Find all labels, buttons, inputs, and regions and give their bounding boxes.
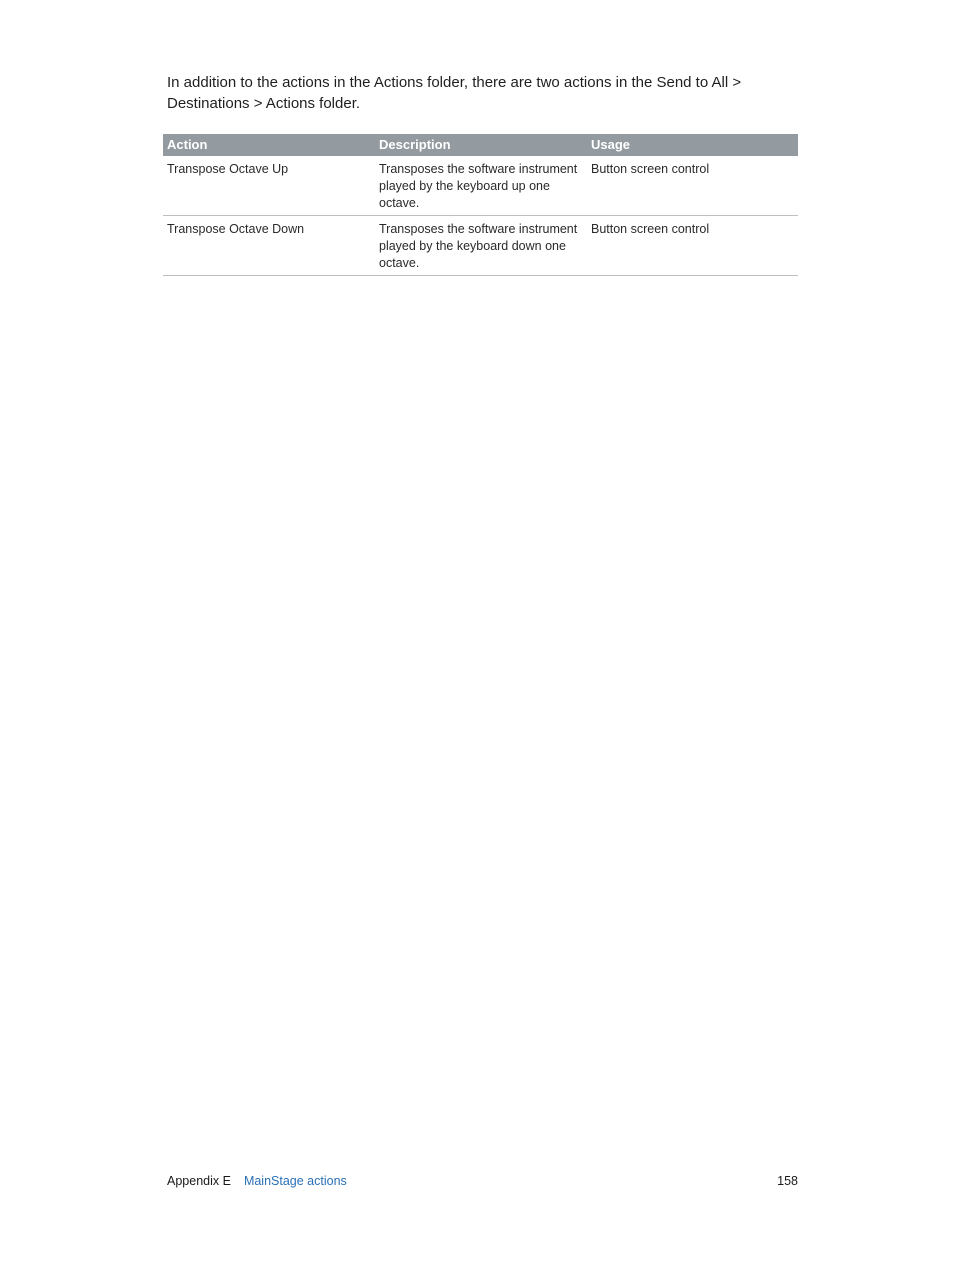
intro-paragraph: In addition to the actions in the Actions folder, there are two actions in the Send to All > Destinations > Actions folder. bbox=[167, 74, 742, 112]
cell-action: Transpose Octave Up bbox=[167, 162, 289, 176]
header-description: Description bbox=[379, 137, 451, 152]
header-action: Action bbox=[167, 137, 208, 152]
table-header bbox=[163, 134, 798, 156]
table-row bbox=[163, 156, 798, 216]
appendix-label: Appendix E bbox=[167, 1174, 231, 1188]
table-row bbox=[163, 216, 798, 276]
cell-usage: Button screen control bbox=[591, 222, 710, 236]
actions-table bbox=[163, 134, 798, 276]
cell-description: Transposes the software instrument played by the keyboard up one octave. bbox=[379, 162, 578, 210]
cell-usage: Button screen control bbox=[591, 162, 710, 176]
cell-description: Transposes the software instrument played by the keyboard down one octave. bbox=[379, 222, 578, 270]
page-number: 158 bbox=[777, 1174, 798, 1188]
page-footer bbox=[167, 1172, 798, 1190]
header-usage: Usage bbox=[591, 137, 631, 152]
chapter-link[interactable]: MainStage actions bbox=[243, 1174, 347, 1188]
cell-action: Transpose Octave Down bbox=[167, 222, 305, 236]
